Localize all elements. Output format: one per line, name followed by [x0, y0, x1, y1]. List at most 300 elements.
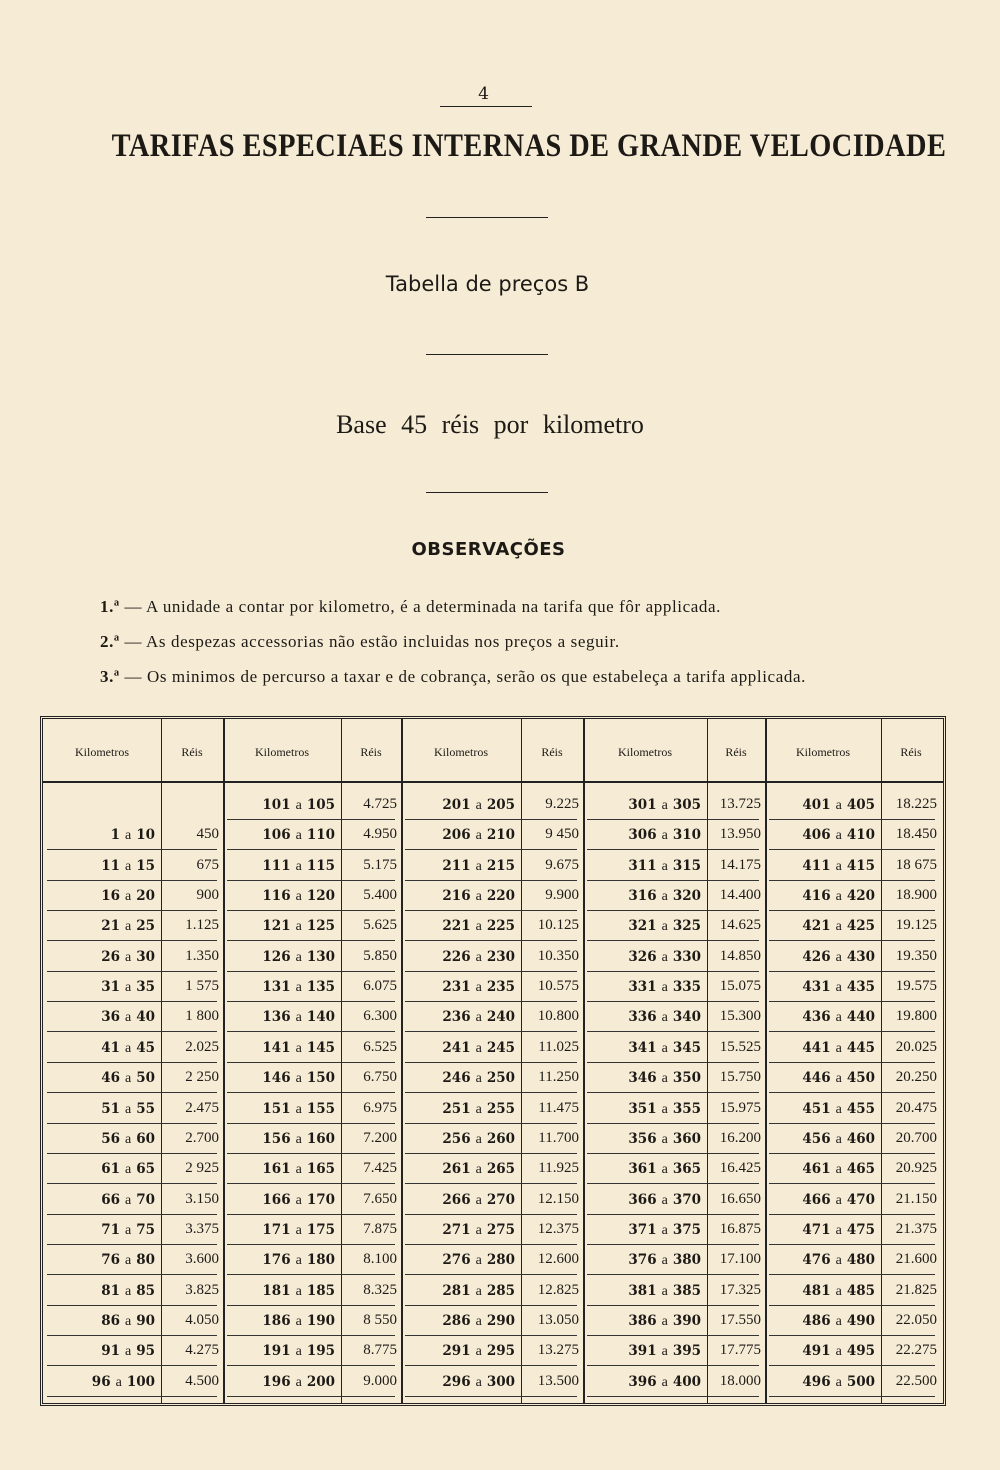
reis-value: 11.025: [538, 1038, 579, 1055]
km-to: 325: [672, 918, 701, 935]
reis-value: 15.525: [719, 1038, 761, 1055]
row-rule: [405, 1092, 577, 1093]
reis-value: 6.975: [363, 1099, 397, 1116]
km-range: [401, 1009, 515, 1026]
row-rule: [47, 1062, 217, 1063]
km-range: [43, 1252, 155, 1269]
km-to: 235: [486, 979, 515, 996]
row-rule: [47, 1365, 217, 1366]
km-from: 371: [628, 1221, 657, 1238]
km-separator: a: [295, 858, 302, 874]
reis-value: 900: [196, 887, 219, 904]
km-from: 411: [802, 857, 831, 874]
km-range: [43, 1009, 155, 1026]
reis-value: 17.775: [719, 1342, 761, 1359]
km-to: 180: [306, 1252, 335, 1269]
km-range: [43, 1192, 155, 1209]
km-to: 225: [486, 918, 515, 935]
header-rule: [43, 781, 943, 783]
km-to: 45: [136, 1039, 155, 1056]
reis-value: 8.325: [363, 1281, 397, 1298]
row-rule: [587, 1244, 759, 1245]
row-rule: [47, 880, 217, 881]
km-separator: a: [475, 919, 482, 935]
row-rule: [769, 1244, 935, 1245]
km-range: [583, 1252, 701, 1269]
km-separator: a: [124, 1162, 132, 1178]
km-separator: a: [661, 980, 668, 996]
km-to: 20: [136, 888, 155, 905]
row-rule: [405, 819, 577, 820]
km-from: 481: [802, 1282, 831, 1299]
km-range: [43, 1040, 155, 1057]
reis-value: 12.600: [537, 1251, 579, 1268]
km-from: 16: [101, 888, 120, 905]
km-range: [401, 1313, 515, 1330]
reis-value: 11.475: [538, 1099, 579, 1116]
reis-value: 5.175: [363, 856, 397, 873]
km-range: [765, 1009, 875, 1026]
km-from: 281: [442, 1282, 471, 1299]
reis-value: 8.775: [363, 1342, 397, 1359]
km-from: 271: [442, 1221, 471, 1238]
km-range: [223, 827, 335, 844]
km-separator: a: [475, 858, 482, 874]
km-to: 50: [136, 1070, 155, 1087]
reis-value: 10.125: [537, 917, 579, 934]
reis-value: 17.550: [719, 1311, 761, 1328]
row-rule: [47, 1123, 217, 1124]
km-range: [583, 1192, 701, 1209]
km-to: 275: [486, 1221, 515, 1238]
km-separator: a: [124, 1253, 132, 1269]
km-separator: a: [295, 1192, 302, 1208]
km-range: [223, 888, 335, 905]
reis-value: 21.150: [895, 1190, 937, 1207]
km-from: 441: [802, 1039, 831, 1056]
km-from: 496: [802, 1373, 831, 1390]
tariff-table: [40, 716, 946, 1406]
row-rule: [587, 1092, 759, 1093]
row-rule: [769, 1092, 935, 1093]
km-range: [401, 888, 515, 905]
km-range: [583, 979, 701, 996]
row-rule: [405, 1183, 577, 1184]
reis-value: 17.325: [719, 1281, 761, 1298]
reis-value: 4.725: [363, 796, 397, 812]
km-to: 265: [486, 1161, 515, 1178]
km-to: 165: [306, 1161, 335, 1178]
km-separator: a: [124, 1131, 132, 1147]
km-to: 285: [486, 1282, 515, 1299]
km-to: 160: [306, 1130, 335, 1147]
row-rule: [227, 1001, 395, 1002]
km-separator: a: [295, 1344, 302, 1360]
row-rule: [227, 1183, 395, 1184]
km-range: [583, 827, 701, 844]
reis-value: 7.650: [363, 1190, 397, 1207]
km-from: 406: [802, 827, 831, 844]
km-to: 365: [672, 1161, 701, 1178]
reis-value: 16.650: [719, 1190, 761, 1207]
reis-value: 7.425: [363, 1160, 397, 1177]
km-to: 440: [846, 1009, 875, 1026]
row-rule: [769, 1153, 935, 1154]
km-separator: a: [295, 1131, 302, 1147]
header-reis: Réis: [360, 745, 382, 759]
km-range: [583, 1343, 701, 1360]
km-to: 465: [846, 1161, 875, 1178]
reis-value: 21.600: [895, 1251, 937, 1268]
row-rule: [587, 940, 759, 941]
km-range: [583, 1101, 701, 1118]
km-separator: a: [124, 1101, 132, 1117]
row-rule: [769, 1365, 935, 1366]
row-rule: [47, 910, 217, 911]
km-separator: a: [835, 980, 842, 996]
km-from: 126: [262, 948, 291, 965]
km-separator: a: [475, 1071, 482, 1087]
km-from: 451: [802, 1100, 831, 1117]
reis-value: 18.450: [895, 826, 937, 843]
km-to: 75: [136, 1221, 155, 1238]
reis-value: 18.000: [719, 1372, 761, 1389]
km-to: 245: [486, 1039, 515, 1056]
reis-value: 13.275: [537, 1342, 579, 1359]
reis-value: 8 550: [363, 1311, 397, 1328]
km-from: 91: [101, 1343, 120, 1360]
km-range: [583, 1040, 701, 1057]
km-range: [765, 1313, 875, 1330]
divider: [426, 492, 548, 493]
km-to: 295: [486, 1343, 515, 1360]
km-separator: a: [124, 919, 132, 935]
km-separator: a: [661, 1222, 668, 1238]
km-from: 326: [628, 948, 657, 965]
km-to: 110: [306, 827, 335, 844]
row-rule: [405, 1335, 577, 1336]
base-rate: Base 45 réis por kilometro: [336, 410, 644, 439]
row-rule: [47, 1001, 217, 1002]
km-to: 85: [136, 1282, 155, 1299]
km-from: 431: [802, 979, 831, 996]
km-to: 205: [486, 797, 515, 813]
km-from: 231: [442, 979, 471, 996]
km-to: 255: [486, 1100, 515, 1117]
reis-value: 1 800: [185, 1008, 219, 1025]
km-range: [43, 1131, 155, 1148]
km-separator: a: [295, 1040, 302, 1056]
km-to: 270: [486, 1191, 515, 1208]
row-rule: [405, 880, 577, 881]
row-rule: [227, 1365, 395, 1366]
observation-number: 1.ª: [100, 597, 120, 616]
reis-value: 19.125: [895, 917, 937, 934]
km-separator: a: [835, 889, 842, 905]
observation-text: — Os minimos de percurso a taxar e de cobrança, serão os que estabeleça a tarifa applicada.: [124, 667, 806, 686]
km-to: 140: [306, 1009, 335, 1026]
km-to: 150: [306, 1070, 335, 1087]
km-range: [223, 1070, 335, 1087]
km-range: [583, 1374, 701, 1391]
km-from: 211: [442, 857, 471, 874]
km-separator: a: [835, 1313, 842, 1329]
km-range: [401, 1040, 515, 1057]
reis-value: 10.800: [537, 1008, 579, 1025]
km-separator: a: [475, 828, 482, 844]
km-from: 296: [442, 1373, 471, 1390]
km-separator: a: [295, 980, 302, 996]
km-to: 355: [672, 1100, 701, 1117]
row-rule: [47, 1214, 217, 1215]
km-to: 425: [846, 918, 875, 935]
km-separator: a: [124, 980, 132, 996]
row-rule: [769, 1062, 935, 1063]
km-to: 340: [672, 1009, 701, 1026]
km-separator: a: [835, 1162, 842, 1178]
km-range: [223, 1161, 335, 1178]
km-from: 151: [262, 1100, 291, 1117]
km-range: [583, 858, 701, 875]
km-to: 40: [136, 1009, 155, 1026]
km-separator: a: [475, 1222, 482, 1238]
km-from: 396: [628, 1373, 657, 1390]
row-rule: [227, 1244, 395, 1245]
km-to: 310: [672, 827, 701, 844]
km-separator: a: [475, 1101, 482, 1117]
km-to: 380: [672, 1252, 701, 1269]
km-range: [223, 858, 335, 875]
km-range: [223, 1343, 335, 1360]
reis-value: 12.825: [537, 1281, 579, 1298]
row-rule: [227, 849, 395, 850]
km-separator: a: [835, 1253, 842, 1269]
reis-value: 5.850: [363, 947, 397, 964]
km-from: 61: [101, 1161, 120, 1178]
km-to: 500: [846, 1373, 875, 1390]
row-rule: [587, 1153, 759, 1154]
km-from: 226: [442, 948, 471, 965]
row-rule: [47, 1031, 217, 1032]
row-rule: [405, 1062, 577, 1063]
km-separator: a: [835, 798, 842, 813]
row-rule: [405, 1365, 577, 1366]
km-range: [223, 1222, 335, 1239]
header-kilometros: Kilometros: [618, 745, 672, 759]
row-rule: [47, 1153, 217, 1154]
km-from: 351: [628, 1100, 657, 1117]
km-from: 166: [262, 1191, 291, 1208]
km-from: 146: [262, 1070, 291, 1087]
reis-value: 19.350: [895, 947, 937, 964]
km-separator: a: [124, 1192, 132, 1208]
km-to: 415: [846, 857, 875, 874]
reis-value: 10.350: [537, 947, 579, 964]
km-separator: a: [124, 828, 132, 844]
row-rule: [405, 1274, 577, 1275]
km-from: 381: [628, 1282, 657, 1299]
km-separator: a: [835, 1344, 842, 1360]
km-range: [223, 918, 335, 935]
reis-value: 15.975: [719, 1099, 761, 1116]
km-to: 350: [672, 1070, 701, 1087]
reis-value: 4.050: [185, 1311, 219, 1328]
km-to: 30: [136, 948, 155, 965]
km-from: 361: [628, 1161, 657, 1178]
km-from: 71: [101, 1221, 120, 1238]
km-range: [583, 1161, 701, 1178]
km-separator: a: [124, 1010, 132, 1026]
reis-value: 1.350: [185, 947, 219, 964]
km-separator: a: [661, 1192, 668, 1208]
km-separator: a: [295, 889, 302, 905]
km-range: [401, 949, 515, 966]
km-from: 101: [262, 797, 291, 813]
row-rule: [587, 880, 759, 881]
km-from: 181: [262, 1282, 291, 1299]
km-to: 200: [306, 1373, 335, 1390]
km-range: [223, 979, 335, 996]
km-range: [765, 797, 875, 814]
km-to: 315: [672, 857, 701, 874]
observation-text: — A unidade a contar por kilometro, é a determinada na tarifa que fôr applicada.: [124, 597, 722, 616]
km-to: 135: [306, 979, 335, 996]
reis-value: 16.200: [719, 1129, 761, 1146]
km-range: [583, 1313, 701, 1330]
km-separator: a: [835, 1040, 842, 1056]
km-from: 221: [442, 918, 471, 935]
header-kilometros: Kilometros: [75, 745, 129, 759]
km-from: 11: [101, 857, 120, 874]
row-rule: [769, 1214, 935, 1215]
reis-value: 2.700: [185, 1129, 219, 1146]
km-separator: a: [124, 1222, 132, 1238]
km-to: 10: [136, 827, 155, 844]
km-from: 446: [802, 1070, 831, 1087]
km-to: 115: [306, 857, 335, 874]
km-range: [223, 1192, 335, 1209]
km-to: 210: [486, 827, 515, 844]
km-separator: a: [475, 889, 482, 905]
header-reis: Réis: [181, 745, 203, 759]
km-from: 436: [802, 1009, 831, 1026]
km-range: [401, 1101, 515, 1118]
km-from: 471: [802, 1221, 831, 1238]
km-range: [401, 797, 515, 814]
km-range: [583, 1131, 701, 1148]
km-range: [223, 949, 335, 966]
km-range: [401, 1252, 515, 1269]
km-separator: a: [295, 1010, 302, 1026]
km-range: [43, 1313, 155, 1330]
km-range: [583, 918, 701, 935]
km-to: 220: [486, 888, 515, 905]
km-range: [401, 1070, 515, 1087]
km-separator: a: [295, 1253, 302, 1269]
km-to: 360: [672, 1130, 701, 1147]
km-to: 330: [672, 948, 701, 965]
km-separator: a: [661, 949, 668, 965]
km-range: [43, 1283, 155, 1300]
km-separator: a: [661, 1283, 668, 1299]
km-range: [43, 1374, 155, 1391]
km-separator: a: [835, 858, 842, 874]
km-from: 56: [101, 1130, 120, 1147]
column-divider: [401, 719, 403, 1403]
km-separator: a: [475, 949, 482, 965]
km-to: 145: [306, 1039, 335, 1056]
km-from: 121: [262, 918, 291, 935]
km-from: 346: [628, 1070, 657, 1087]
reis-value: 15.750: [719, 1069, 761, 1086]
km-to: 170: [306, 1191, 335, 1208]
reis-value: 4.950: [363, 826, 397, 843]
reis-value: 675: [196, 856, 219, 873]
km-range: [765, 1192, 875, 1209]
reis-value: 3.825: [185, 1281, 219, 1298]
km-from: 216: [442, 888, 471, 905]
reis-value: 9.900: [545, 887, 579, 904]
row-rule: [227, 880, 395, 881]
km-range: [223, 1374, 335, 1391]
km-from: 456: [802, 1130, 831, 1147]
km-from: 276: [442, 1252, 471, 1269]
km-range: [223, 1009, 335, 1026]
km-range: [765, 1101, 875, 1118]
km-separator: a: [124, 889, 132, 905]
km-to: 260: [486, 1130, 515, 1147]
row-rule: [587, 1214, 759, 1215]
km-separator: a: [661, 919, 668, 935]
page-number: 4: [478, 84, 489, 104]
km-range: [765, 949, 875, 966]
reis-value: 11.250: [538, 1069, 579, 1086]
km-to: 300: [486, 1373, 515, 1390]
km-separator: a: [661, 1010, 668, 1026]
observation-1: [100, 597, 721, 617]
km-from: 46: [101, 1070, 120, 1087]
reis-value: 4.275: [185, 1342, 219, 1359]
observation-text: — As despezas accessorias não estão incluidas nos preços a seguir.: [124, 632, 620, 651]
km-from: 261: [442, 1161, 471, 1178]
km-to: 215: [486, 857, 515, 874]
km-to: 15: [136, 857, 155, 874]
row-rule: [227, 1396, 395, 1397]
km-from: 466: [802, 1191, 831, 1208]
km-range: [401, 1222, 515, 1239]
reis-value: 10.575: [537, 978, 579, 995]
km-separator: a: [124, 1283, 132, 1299]
reis-value: 18 675: [895, 856, 937, 873]
km-separator: a: [835, 1131, 842, 1147]
km-to: 345: [672, 1039, 701, 1056]
row-rule: [47, 1335, 217, 1336]
km-separator: a: [295, 1071, 302, 1087]
reis-value: 13.050: [537, 1311, 579, 1328]
km-separator: a: [835, 1010, 842, 1026]
reis-value: 21.375: [895, 1220, 937, 1237]
km-from: 41: [101, 1039, 120, 1056]
km-to: 155: [306, 1100, 335, 1117]
reis-value: 7.875: [363, 1220, 397, 1237]
km-to: 25: [136, 918, 155, 935]
header-reis: Réis: [725, 745, 747, 759]
row-rule: [769, 1001, 935, 1002]
km-to: 335: [672, 979, 701, 996]
km-separator: a: [124, 1040, 132, 1056]
reis-value: 3.375: [185, 1220, 219, 1237]
column-divider: [223, 719, 225, 1403]
